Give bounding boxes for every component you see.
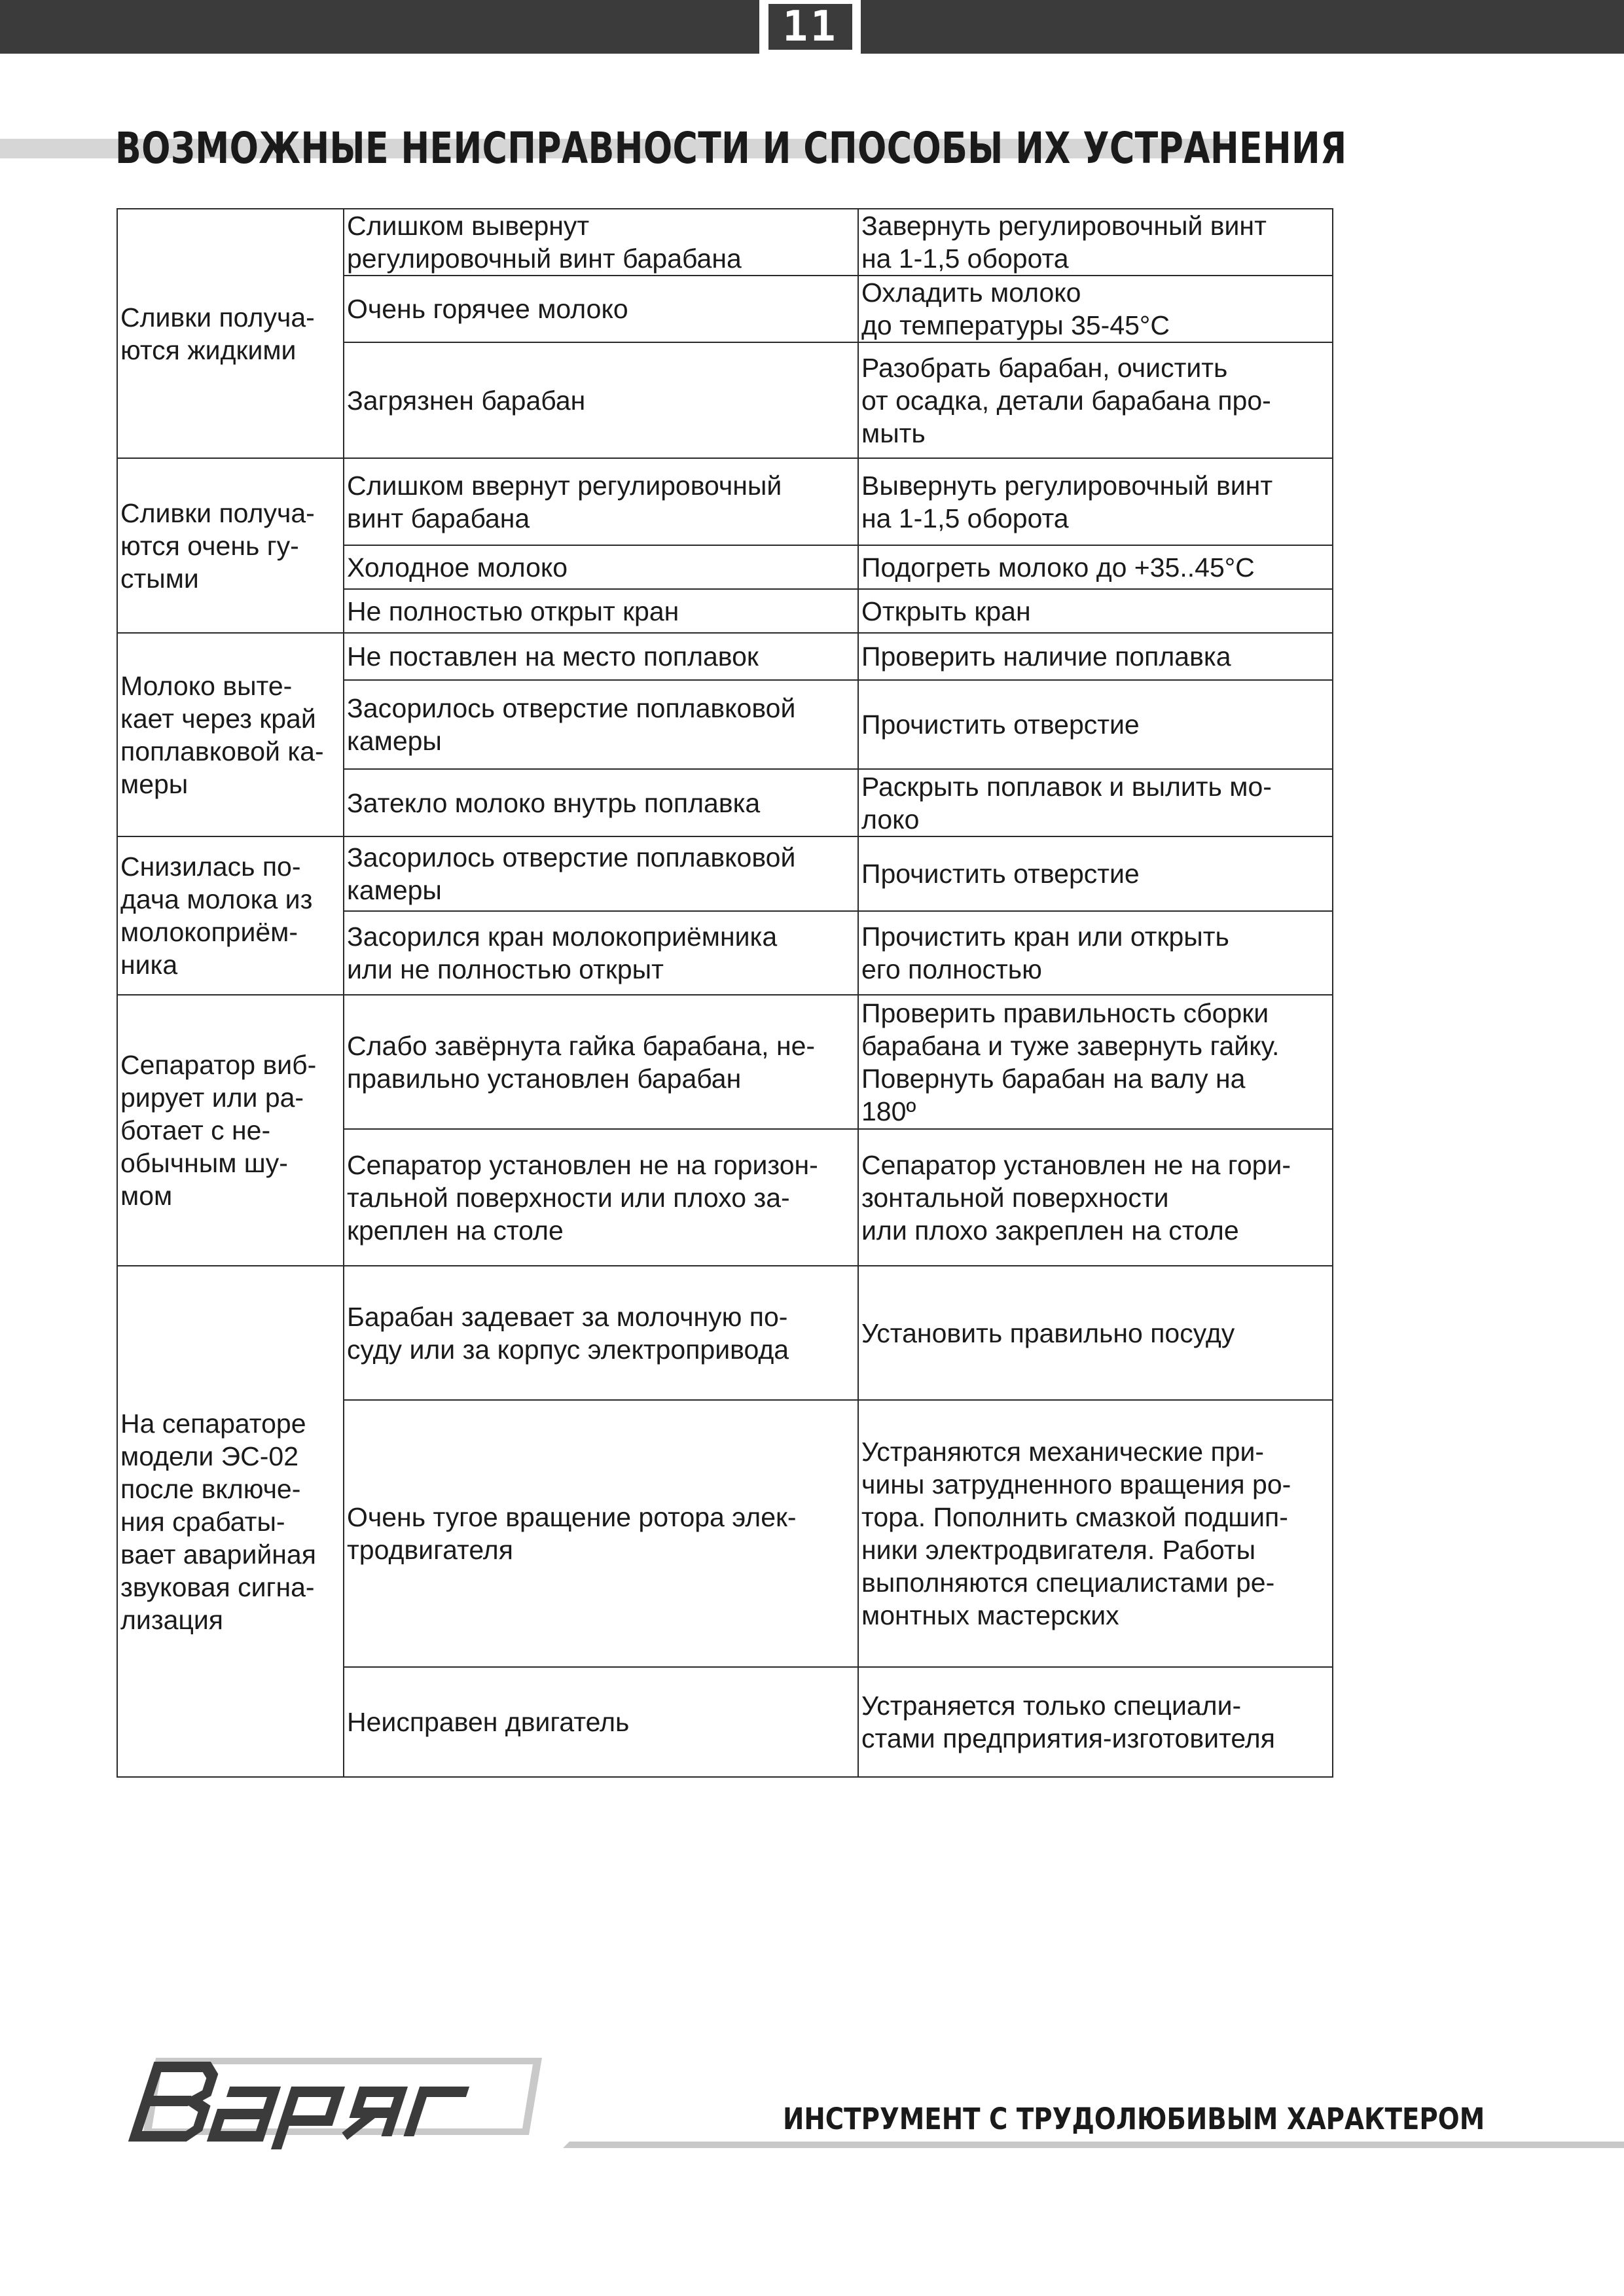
cause-cell: Загрязнен барабан — [344, 342, 858, 458]
remedy-cell: Устраняется только специали- стами предприятия-изготовителя — [858, 1667, 1333, 1777]
cause-cell: Холодное молоко — [344, 545, 858, 589]
cause-cell: Очень тугое вращение ротора элек- тродвигателя — [344, 1400, 858, 1667]
footer-stripe-left — [563, 2142, 779, 2148]
symptom-cell: Молоко выте- кает через край поплавковой ка- меры — [117, 633, 344, 836]
cause-cell: Не полностью открыт кран — [344, 589, 858, 633]
cause-cell: Засорилось отверстие поплавковой камеры — [344, 836, 858, 911]
top-bar — [0, 0, 1624, 54]
table-row — [117, 209, 1333, 276]
symptom-cell: Сливки получа- ются очень гу- стыми — [117, 458, 344, 633]
remedy-cell: Раскрыть поплавок и вылить мо- локо — [858, 769, 1333, 836]
remedy-cell: Устраняются механические при- чины затрудненного вращения ро- тора. Пополнить смазкой подшип- ники электродвигателя. Работы выполняются специалистами ре- монтных мастерских — [858, 1400, 1333, 1667]
top-bar-left — [0, 0, 759, 54]
brand-logo — [117, 2053, 542, 2151]
symptom-cell: На сепараторе модели ЭС-02 после включе- ния срабаты- вает аварийная звуковая сигна- лизация — [117, 1266, 344, 1777]
symptom-cell: Снизилась по- дача молока из молокоприём- ника — [117, 836, 344, 995]
cause-cell: Не поставлен на место поплавок — [344, 633, 858, 680]
table-row — [117, 458, 1333, 545]
cause-cell: Барабан задевает за молочную по- суду или за корпус электропривода — [344, 1266, 858, 1400]
brand-logo-graphic — [117, 2053, 542, 2151]
remedy-cell: Охладить молоко до температуры 35-45°С — [858, 276, 1333, 342]
table-row — [117, 633, 1333, 680]
cause-cell: Засорилось отверстие поплавковой камеры — [344, 680, 858, 769]
remedy-cell: Проверить правильность сборки барабана и туже завернуть гайку. Повернуть барабан на валу на 180º — [858, 995, 1333, 1129]
remedy-cell: Вывернуть регулировочный винт на 1-1,5 оборота — [858, 458, 1333, 545]
remedy-cell: Подогреть молоко до +35..45°С — [858, 545, 1333, 589]
page-number: 11 — [768, 4, 852, 50]
remedy-cell: Разобрать барабан, очистить от осадка, детали барабана про- мыть — [858, 342, 1333, 458]
remedy-cell: Открыть кран — [858, 589, 1333, 633]
footer-stripe — [778, 2142, 1624, 2148]
cause-cell: Слишком ввернут регулировочный винт барабана — [344, 458, 858, 545]
cause-cell: Слабо завёрнута гайка барабана, не- правильно установлен барабан — [344, 995, 858, 1129]
symptom-cell: Сепаратор виб- рирует или ра- ботает с не- обычным шу- мом — [117, 995, 344, 1266]
cause-cell: Очень горячее молоко — [344, 276, 858, 342]
remedy-cell: Завернуть регулировочный винт на 1-1,5 оборота — [858, 209, 1333, 276]
remedy-cell: Прочистить отверстие — [858, 680, 1333, 769]
cause-cell: Засорился кран молокоприёмника или не полностью открыт — [344, 911, 858, 995]
symptom-cell: Сливки получа- ются жидкими — [117, 209, 344, 458]
cause-cell: Сепаратор установлен не на горизон- тальной поверхности или плохо за- креплен на столе — [344, 1129, 858, 1266]
footer-slogan: ИНСТРУМЕНТ С ТРУДОЛЮБИВЫМ ХАРАКТЕРОМ — [783, 2102, 1485, 2136]
remedy-cell: Сепаратор установлен не на гори- зонтальной поверхности или плохо закреплен на столе — [858, 1129, 1333, 1266]
table-row — [117, 836, 1333, 911]
remedy-cell: Проверить наличие поплавка — [858, 633, 1333, 680]
cause-cell: Слишком вывернут регулировочный винт барабана — [344, 209, 858, 276]
page-title: ВОЗМОЖНЫЕ НЕИСПРАВНОСТИ И СПОСОБЫ ИХ УСТРАНЕНИЯ — [115, 123, 1347, 173]
cause-cell: Неисправен двигатель — [344, 1667, 858, 1777]
table-row — [117, 995, 1333, 1129]
top-bar-right — [861, 0, 1624, 54]
cause-cell: Затекло молоко внутрь поплавка — [344, 769, 858, 836]
remedy-cell: Установить правильно посуду — [858, 1266, 1333, 1400]
remedy-cell: Прочистить отверстие — [858, 836, 1333, 911]
troubleshooting-table — [117, 208, 1333, 1778]
table-row — [117, 1266, 1333, 1400]
remedy-cell: Прочистить кран или открыть его полностью — [858, 911, 1333, 995]
